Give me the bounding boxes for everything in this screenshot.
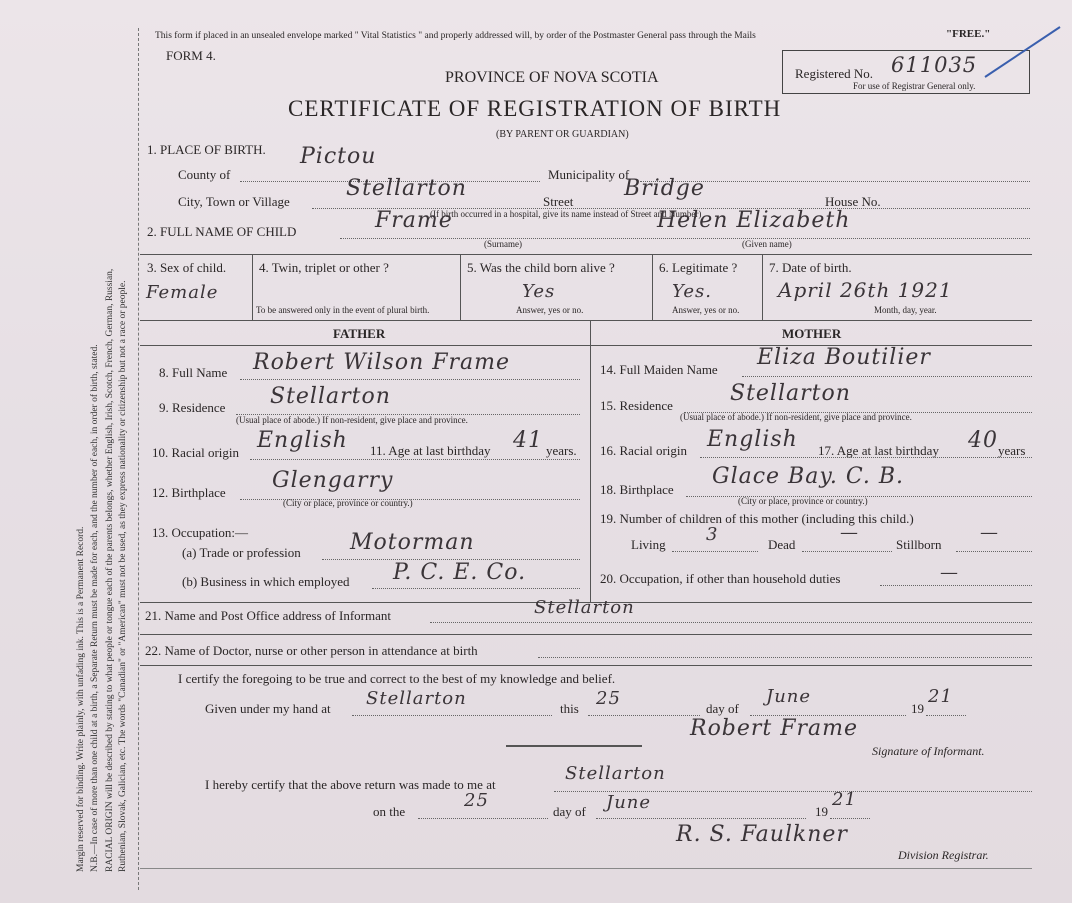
mother-race: English <box>707 427 798 452</box>
child-name-label: 2. FULL NAME OF CHILD <box>147 224 297 239</box>
given-place-line <box>352 715 552 716</box>
father-residence: Stellarton <box>270 384 391 409</box>
day-of2-label: day of <box>553 804 586 819</box>
parents-divider <box>590 320 591 602</box>
row22-bottom <box>140 665 1032 666</box>
short-rule <box>506 745 642 747</box>
mother-residence: Stellarton <box>730 381 851 406</box>
living-line <box>672 551 758 552</box>
day2-line <box>418 818 548 819</box>
side-note-4: Ruthenian, Slovak, Galician, etc. The words "Canadian" or "American" must not be used, as they express nationality or citizenship but not a race or people. <box>118 280 128 872</box>
father-bp-note: (City or place, province or country.) <box>283 498 413 508</box>
row3-div-4 <box>762 254 763 320</box>
county-value: Pictou <box>300 144 377 169</box>
living-label: Living <box>631 537 666 552</box>
mother-name-line <box>742 376 1032 377</box>
twin-label: 4. Twin, triplet or other ? <box>259 260 389 275</box>
check-mark-icon <box>980 22 1065 80</box>
hospital-note: (If birth occurred in a hospital, give its name instead of Street and Number) <box>430 209 702 219</box>
mother-bp-label: 18. Birthplace <box>600 482 674 497</box>
alive-value: Yes <box>522 281 556 302</box>
registered-number: 611035 <box>891 53 978 77</box>
day-of-label: day of <box>706 701 739 716</box>
this-day: 25 <box>596 688 621 709</box>
mother-name-label: 14. Full Maiden Name <box>600 362 718 377</box>
house-label: House No. <box>825 194 881 209</box>
year2-suffix: 21 <box>832 789 857 810</box>
informant-signature: Robert Frame <box>690 716 859 741</box>
father-name: Robert Wilson Frame <box>253 350 511 375</box>
row3-div-1 <box>252 254 253 320</box>
row3-div-3 <box>652 254 653 320</box>
side-note-2: N.B.—In case of more than one child at a birth, a Separate Return must be made for each, and the number of each, in order of birth, stated. <box>90 344 100 872</box>
given-caption: (Given name) <box>742 239 792 249</box>
county-label: County of <box>178 167 231 182</box>
given-place: Stellarton <box>366 688 467 709</box>
binding-margin-line <box>138 28 139 890</box>
father-res-note: (Usual place of abode.) If non-resident, give place and province. <box>236 415 468 425</box>
side-note-3: RACIAL ORIGIN will be described by stating to what people or tongue each of the parents belongs, whether English, Irish, Scotch, French, German, Russian, <box>105 268 115 872</box>
father-name-line <box>240 379 580 380</box>
father-race: English <box>257 428 348 453</box>
this-label: this <box>560 701 579 716</box>
father-heading: FATHER <box>333 326 386 341</box>
subtitle: (BY PARENT OR GUARDIAN) <box>496 129 629 140</box>
dead-value: — <box>840 522 859 543</box>
child-name-line <box>340 238 1030 239</box>
year-prefix: 19 <box>911 701 924 716</box>
given-label: Given under my hand at <box>205 701 331 716</box>
row3-top <box>140 254 1032 255</box>
mother-name: Eliza Boutilier <box>757 345 931 370</box>
informant-line <box>430 622 1032 623</box>
month-value: June <box>766 686 812 707</box>
father-birthplace: Glengarry <box>272 468 394 493</box>
legit-note: Answer, yes or no. <box>672 305 740 315</box>
father-occ-label: 13. Occupation:— <box>152 525 249 540</box>
doctor-line <box>538 657 1032 658</box>
father-name-label: 8. Full Name <box>159 365 228 380</box>
mother-heading: MOTHER <box>782 326 842 341</box>
city-label: City, Town or Village <box>178 194 290 209</box>
mother-occ-label: 20. Occupation, if other than household duties <box>600 571 841 586</box>
business-value: P. C. E. Co. <box>393 560 527 585</box>
mother-residence-label: 15. Residence <box>600 398 673 413</box>
certify-line: I certify the foregoing to be true and correct to the best of my knowledge and belief. <box>178 671 616 686</box>
year2-prefix: 19 <box>815 804 828 819</box>
dead-label: Dead <box>768 537 796 552</box>
sex-value: Female <box>146 282 219 303</box>
year-line <box>926 715 966 716</box>
dob-label: 7. Date of birth. <box>769 260 852 275</box>
doctor-label: 22. Name of Doctor, nurse or other person in attendance at birth <box>145 643 478 658</box>
father-bp-label: 12. Birthplace <box>152 485 226 500</box>
mother-race-label: 16. Racial origin <box>600 443 688 458</box>
registrar-signature: R. S. Faulkner <box>676 822 848 847</box>
side-note-1: Margin reserved for binding. Write plainly, with unfading ink. This is a Permanent Record. <box>76 526 86 872</box>
bottom-border <box>140 868 1032 869</box>
mother-bp-note: (City or place, province or country.) <box>738 496 868 506</box>
row3-bottom <box>140 320 1032 321</box>
informant-value: Stellarton <box>534 597 635 618</box>
trade-label: (a) Trade or profession <box>182 545 301 560</box>
street-label: Street <box>543 194 574 209</box>
business-line <box>372 588 580 589</box>
dead-line <box>802 551 892 552</box>
street-value: Bridge <box>624 176 705 201</box>
stillborn-label: Stillborn <box>896 537 942 552</box>
mother-race-line <box>700 457 1032 458</box>
child-given-name: Helen Elizabeth <box>657 208 851 233</box>
on-the-label: on the <box>373 804 406 819</box>
twin-note: To be answered only in the event of plural birth. <box>256 305 430 315</box>
city-value: Stellarton <box>346 176 467 201</box>
informant-sig-caption: Signature of Informant. <box>872 744 985 758</box>
month2-value: June <box>606 792 652 813</box>
alive-label: 5. Was the child born alive ? <box>467 260 615 275</box>
mother-age-label: 17. Age at last birthday <box>818 443 939 458</box>
children-label: 19. Number of children of this mother (including this child.) <box>600 511 914 526</box>
father-race-line <box>250 459 580 460</box>
month2-line <box>596 818 806 819</box>
registered-label: Registered No. <box>795 66 873 81</box>
registrar-certify-line: I hereby certify that the above return was made to me at <box>205 777 496 792</box>
legit-value: Yes. <box>672 281 712 302</box>
father-race-label: 10. Racial origin <box>152 445 240 460</box>
day2-value: 25 <box>464 790 489 811</box>
row3-div-2 <box>460 254 461 320</box>
place-of-birth-label: 1. PLACE OF BIRTH. <box>147 142 266 157</box>
stillborn-value: — <box>980 522 999 543</box>
dob-note: Month, day, year. <box>874 305 937 315</box>
row21-bottom <box>140 634 1032 635</box>
year-suffix: 21 <box>928 686 953 707</box>
stillborn-line <box>956 551 1032 552</box>
father-residence-label: 9. Residence <box>159 400 226 415</box>
mother-res-note: (Usual place of abode.) If non-resident, give place and province. <box>680 412 912 422</box>
municipality-label: Municipality of <box>548 167 630 182</box>
free-stamp: "FREE." <box>946 28 991 40</box>
mother-occ-line <box>880 585 1032 586</box>
legit-label: 6. Legitimate ? <box>659 260 738 275</box>
mother-age: 40 <box>968 428 998 453</box>
business-label: (b) Business in which employed <box>182 574 350 589</box>
father-age-label: 11. Age at last birthday <box>370 443 491 458</box>
father-years: years. <box>546 443 577 458</box>
form-number: FORM 4. <box>166 48 216 63</box>
mother-years: years <box>998 443 1026 458</box>
informant-label: 21. Name and Post Office address of Informant <box>145 608 391 623</box>
year2-line <box>830 818 870 819</box>
mother-occ-value: — <box>940 562 959 583</box>
postal-note: This form if placed in an unsealed envelope marked " Vital Statistics " and properly addressed will, by order of the Postmaster General pass through the Mails <box>155 31 756 41</box>
this-day-line <box>588 715 700 716</box>
living-value: 3 <box>706 524 719 545</box>
place2-value: Stellarton <box>565 763 666 784</box>
registrar-use-note: For use of Registrar General only. <box>853 81 976 91</box>
surname-caption: (Surname) <box>484 239 522 249</box>
province-title: PROVINCE OF NOVA SCOTIA <box>445 69 659 86</box>
child-surname: Frame <box>375 208 453 233</box>
sex-label: 3. Sex of child. <box>147 260 227 275</box>
registrar-caption: Division Registrar. <box>898 848 989 862</box>
trade-value: Motorman <box>350 530 475 555</box>
mother-birthplace: Glace Bay. C. B. <box>712 464 905 489</box>
certificate-title: CERTIFICATE OF REGISTRATION OF BIRTH <box>288 96 782 121</box>
alive-note: Answer, yes or no. <box>516 305 584 315</box>
dob-value: April 26th 1921 <box>778 278 953 302</box>
father-age: 41 <box>513 428 543 453</box>
